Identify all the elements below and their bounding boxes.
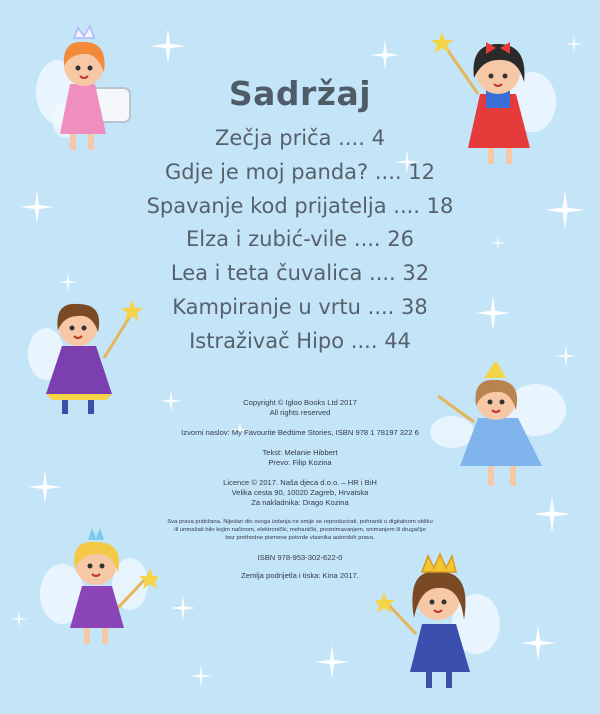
- translator-line: Prevo: Filip Kozina: [268, 458, 332, 467]
- toc-entry-page: 4: [371, 126, 385, 150]
- publisher-line: Za nakladnika: Drago Kozina: [251, 498, 349, 507]
- contents-title: Sadržaj: [228, 74, 372, 113]
- sparkle-icon: [370, 40, 400, 70]
- toc-entry[interactable]: Spavanje kod prijatelja .... 18: [146, 193, 454, 218]
- sparkle-icon: [28, 470, 62, 504]
- fairy-illustration-bottom-left: [38, 520, 158, 650]
- author-line: Tekst: Melanie Hibbert: [262, 448, 338, 457]
- toc-entry-title: Kampiranje u vrtu: [172, 294, 361, 319]
- sparkle-icon: [533, 495, 571, 533]
- legal-line: Sva prava pridržana. Nijedan dio ovoga izdanja ne smije se reproducirati, pohraniti u digitalnom obliku: [167, 519, 433, 525]
- toc-entry-title: Zečja priča: [215, 126, 332, 150]
- toc-entry[interactable]: Gdje je moj panda? .... 12: [165, 159, 435, 184]
- toc-entry[interactable]: Kampiranje u vrtu .... 38: [172, 294, 428, 319]
- legal-line: bez prethodne pismene potvrde vlasnika autorskih prava.: [225, 535, 375, 542]
- toc-entry-page: 18: [426, 193, 454, 218]
- toc-entry-page: 12: [408, 159, 435, 184]
- toc-entry[interactable]: Zečja priča .... 4: [215, 126, 385, 150]
- sparkle-icon: [150, 28, 186, 64]
- toc-entry-title: Spavanje kod prijatelja: [146, 193, 387, 218]
- toc-entry-title: Elza i zubić-vile: [185, 227, 348, 252]
- original-title-line: Izvorni naslov: My Favourite Bedtime Stories, ISBN 978 1 78197 322 6: [181, 428, 419, 437]
- address-line: Velika cesta 90, 10020 Zagreb, Hrvatska: [231, 488, 369, 497]
- sparkle-icon: [10, 610, 28, 628]
- licence-line: Licence © 2017. Naša djeca d.o.o. – HR i BiH: [223, 478, 377, 487]
- imprint-block: [150, 398, 450, 581]
- toc-entry-title: Istraživač Hipo: [189, 328, 345, 353]
- copyright-line: Copyright © Igloo Books Ltd 2017: [243, 398, 357, 407]
- fairy-illustration-middle-right: [430, 362, 580, 497]
- legal-line: ili umnažati bilo kojim načinom, elektronički, mehanički, presnimavanjem, snimanjem ili drugačije: [174, 527, 426, 534]
- toc-entry-page: 44: [384, 328, 411, 353]
- sparkle-icon: [315, 645, 349, 679]
- toc-entry[interactable]: Istraživač Hipo .... 44: [189, 328, 411, 353]
- origin-line: Zemlja podrijetla i tiska: Kina 2017.: [241, 570, 359, 580]
- toc-entry[interactable]: Elza i zubić-vile .... 26: [185, 227, 415, 252]
- sparkle-icon: [520, 625, 556, 661]
- toc-entry-page: 26: [387, 227, 415, 252]
- isbn-line: ISBN 978-953-302-622-0: [257, 552, 343, 562]
- toc-entry-title: Gdje je moj panda?: [165, 159, 369, 184]
- rights-line: All rights reserved: [269, 408, 331, 417]
- sparkle-icon: [565, 35, 583, 53]
- toc-entry-title: Lea i teta čuvalica: [170, 261, 363, 286]
- toc-entry-page: 38: [401, 294, 428, 319]
- toc-entry-page: 32: [402, 261, 430, 286]
- sparkle-icon: [190, 665, 212, 687]
- sparkle-icon: [170, 595, 196, 621]
- toc-entry[interactable]: Lea i teta čuvalica .... 32: [170, 261, 430, 286]
- table-of-contents: [0, 122, 600, 359]
